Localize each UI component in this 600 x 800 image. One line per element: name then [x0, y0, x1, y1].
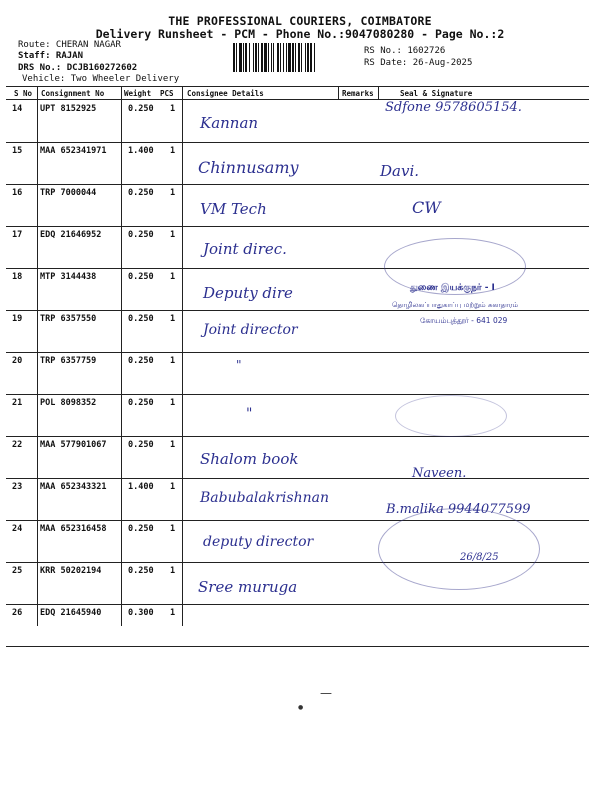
row-consignee-handwriting: Sree muruga [198, 578, 298, 596]
col-header-consignee: Consignee Details [187, 89, 264, 98]
row-weight: 1.400 [128, 146, 154, 156]
row-consignment: EDQ 21646952 [40, 230, 102, 240]
row-pcs: 1 [170, 188, 176, 198]
row-consignment: KRR 50202194 [40, 566, 102, 576]
row-consignment: MAA 652316458 [40, 524, 107, 534]
row-seal-signature: Naveen. [412, 466, 467, 481]
barcode-bar [245, 43, 247, 72]
row-sno: 20 [12, 356, 23, 366]
row-sno: 17 [12, 230, 23, 240]
row-rule [6, 604, 589, 605]
row-weight: 0.300 [128, 608, 154, 618]
stamp-line-2: தொழிலகப்பாதுகாப்பு மற்றும் சுகாதாரம் [392, 301, 519, 309]
row-consignment: MAA 652343321 [40, 482, 107, 492]
row-pcs: 1 [170, 104, 176, 114]
stamp-line-1: துணை இயக்குநர் - I [410, 283, 495, 293]
row-sno: 26 [12, 608, 23, 618]
row-pcs: 1 [170, 524, 176, 534]
row-seal-signature: Sdfone 9578605154. [385, 100, 522, 115]
row-weight: 1.400 [128, 482, 154, 492]
row-sno: 15 [12, 146, 23, 156]
barcode-bar [268, 43, 269, 72]
barcode-bar [236, 43, 237, 72]
row-weight: 0.250 [128, 104, 154, 114]
row-consignee-handwriting: Chinnusamy [198, 158, 299, 177]
staff-label: Staff: RAJAN [18, 51, 84, 61]
row-pcs: 1 [170, 398, 176, 408]
barcode-bar [261, 43, 263, 72]
row-consignee-handwriting: Deputy dire [203, 284, 293, 302]
barcode-bar [310, 43, 312, 72]
row-consignee-handwriting: Shalom book [200, 450, 299, 468]
col-header-seal: Seal & Signature [400, 89, 473, 98]
row-weight: 0.250 [128, 566, 154, 576]
row-consignment: TRP 7000044 [40, 188, 97, 198]
row-weight: 0.250 [128, 398, 154, 408]
barcode-bar [288, 43, 291, 72]
row-rule [6, 310, 589, 311]
barcode-bar [239, 43, 242, 72]
row-consignee-handwriting: VM Tech [200, 200, 267, 218]
row-rule [6, 436, 589, 437]
row-pcs: 1 [170, 272, 176, 282]
row-pcs: 1 [170, 482, 176, 492]
barcode-bar [277, 43, 279, 72]
row-rule [6, 142, 589, 143]
row-sno: 23 [12, 482, 23, 492]
barcode-bar [264, 43, 267, 72]
row-sno: 25 [12, 566, 23, 576]
col-header-weight: Weight [124, 89, 152, 98]
row-consignment: EDQ 21645940 [40, 608, 102, 618]
runsheet-title: THE PROFESSIONAL COURIERS, COIMBATORE [168, 14, 432, 28]
barcode-bar [305, 43, 306, 72]
barcode-bar [255, 43, 257, 72]
stamp-line-3: கோயம்புத்தூர் - 641 029 [420, 316, 508, 325]
runsheet-subtitle: Delivery Runsheet - PCM - Phone No.:9047080280 - Page No.:2 [95, 27, 505, 41]
row-weight: 0.250 [128, 188, 154, 198]
dot-mark: ● [298, 704, 304, 711]
row-consignment: UPT 8152925 [40, 104, 97, 114]
row-consignee-handwriting: Joint director [203, 322, 298, 338]
row-weight: 0.250 [128, 356, 154, 366]
row-sno: 16 [12, 188, 23, 198]
row-consignee-handwriting: deputy director [203, 534, 314, 550]
row-sno: 21 [12, 398, 23, 408]
barcode-bar [295, 43, 296, 72]
row-pcs: 1 [170, 356, 176, 366]
row-seal-signature: Davi. [380, 162, 420, 180]
row-consignee-handwriting: " [236, 358, 242, 372]
barcode-bar [301, 43, 302, 72]
row-pcs: 1 [170, 146, 176, 156]
col-header-pcs: PCS [160, 89, 174, 98]
row-sno: 18 [12, 272, 23, 282]
rs-date: RS Date: 26-Aug-2025 [364, 58, 473, 68]
row-consignment: POL 8098352 [40, 398, 97, 408]
col-rule-6 [378, 86, 379, 100]
row-sno: 14 [12, 104, 23, 114]
barcode-bar [280, 43, 281, 72]
barcode-bar [298, 43, 300, 72]
barcode-bar [271, 43, 272, 72]
col-header-remarks: Remarks [342, 89, 374, 98]
row-rule [6, 226, 589, 227]
row-consignment: TRP 6357550 [40, 314, 97, 324]
row-weight: 0.250 [128, 524, 154, 534]
vehicle-label: Vehicle: Two Wheeler Delivery [22, 74, 180, 84]
row-sno: 19 [12, 314, 23, 324]
row-rule [6, 394, 589, 395]
row-consignment: MTP 3144438 [40, 272, 97, 282]
row-weight: 0.250 [128, 440, 154, 450]
row-pcs: 1 [170, 314, 176, 324]
row-seal-signature: CW [412, 198, 441, 217]
row-pcs: 1 [170, 566, 176, 576]
barcode-bar [258, 43, 259, 72]
row-consignment: TRP 6357759 [40, 356, 97, 366]
row-rule [6, 478, 589, 479]
row-rule [6, 646, 589, 647]
row-pcs: 1 [170, 230, 176, 240]
col-header-sno: S No [14, 89, 33, 98]
col-header-consignment: Consignment No [41, 89, 105, 98]
row-sno: 24 [12, 524, 23, 534]
row-rule [6, 184, 589, 185]
row-pcs: 1 [170, 440, 176, 450]
row-consignment: MAA 652341971 [40, 146, 107, 156]
drs-label: DRS No.: DCJB160272602 [18, 63, 138, 73]
col-rule-2 [121, 86, 122, 626]
stamp-circle-2 [378, 508, 540, 590]
row-consignee-handwriting: Kannan [200, 114, 259, 132]
row-pcs: 1 [170, 608, 176, 618]
rs-number: RS No.: 1602726 [364, 46, 446, 56]
barcode-bar [314, 43, 315, 72]
row-consignee-handwriting: Joint direc. [203, 240, 287, 258]
barcode-bar [273, 43, 274, 72]
col-rule-1 [37, 86, 38, 626]
barcode-bar [233, 43, 235, 72]
route-label: Route: CHERAN NAGAR [18, 40, 121, 50]
table-top-rule [6, 86, 589, 87]
barcode-bar [283, 43, 284, 72]
row-rule [6, 352, 589, 353]
row-consignee-handwriting: Babubalakrishnan [200, 490, 329, 506]
col-rule-4 [182, 86, 183, 626]
barcode-bar [243, 43, 244, 72]
row-seal-signature: 26/8/25 [460, 552, 499, 563]
row-sno: 22 [12, 440, 23, 450]
barcode-image [233, 43, 358, 72]
row-weight: 0.250 [128, 230, 154, 240]
row-consignee-handwriting: " [246, 406, 253, 422]
barcode-bar [307, 43, 309, 72]
barcode-bar [253, 43, 254, 72]
row-consignment: MAA 577901067 [40, 440, 107, 450]
stamp-circle-3 [395, 395, 507, 437]
row-seal-signature: B.malika 9944077599 [386, 502, 531, 517]
row-weight: 0.250 [128, 314, 154, 324]
dash-mark: — [320, 686, 332, 700]
barcode-bar [292, 43, 294, 72]
barcode-bar [286, 43, 287, 72]
barcode-bar [249, 43, 250, 72]
row-weight: 0.250 [128, 272, 154, 282]
col-rule-5 [338, 86, 339, 100]
